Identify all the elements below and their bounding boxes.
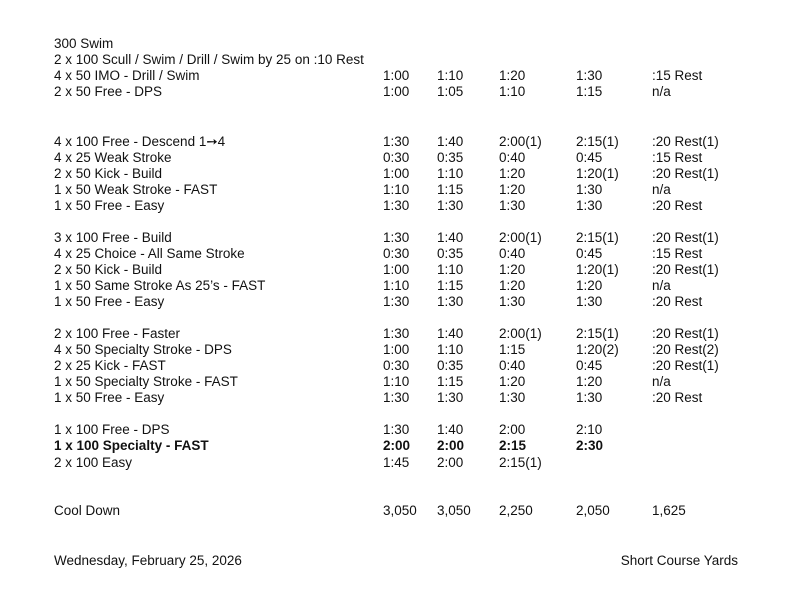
row-description: 2 x 50 Kick - Build — [54, 166, 163, 181]
row-description: 2 x 100 Easy — [54, 455, 133, 470]
interval-group-2: 1:10 — [437, 262, 464, 277]
interval-group-3: 2:00(1) — [499, 134, 542, 149]
row-description: 1 x 50 Free - Easy — [54, 390, 165, 405]
interval-group-2: 1:40 — [437, 422, 464, 437]
row-description: 4 x 25 Weak Stroke — [54, 150, 172, 165]
interval-group-2: 1:10 — [437, 68, 464, 83]
interval-group-2: 2:00 — [437, 455, 464, 470]
rest-note: n/a — [652, 374, 671, 389]
interval-group-3: 2:00(1) — [499, 326, 542, 341]
interval-group-1: 1:30 — [383, 230, 410, 245]
row-description: 4 x 50 Specialty Stroke - DPS — [54, 342, 232, 357]
interval-group-2: 0:35 — [437, 358, 464, 373]
interval-group-2: 1:30 — [437, 198, 464, 213]
rest-note: n/a — [652, 278, 671, 293]
workout-row — [0, 326, 792, 342]
interval-group-3: 2:15(1) — [499, 455, 542, 470]
interval-group-4: 1:20 — [576, 374, 603, 389]
interval-group-1: 1:30 — [383, 294, 410, 309]
workout-row — [0, 150, 792, 166]
total-group-3: 2,250 — [499, 503, 533, 518]
row-description: 2 x 100 Free - Faster — [54, 326, 181, 341]
interval-group-1: 1:00 — [383, 342, 410, 357]
interval-group-4: 0:45 — [576, 358, 603, 373]
workout-row — [0, 342, 792, 358]
rest-note: :20 Rest(2) — [652, 342, 719, 357]
row-description: 2 x 50 Kick - Build — [54, 262, 163, 277]
interval-group-4: 1:20 — [576, 278, 603, 293]
footer-date: Wednesday, February 25, 2026 — [54, 553, 242, 568]
interval-group-4: 2:15(1) — [576, 326, 619, 341]
interval-group-1: 0:30 — [383, 358, 410, 373]
rest-note: :15 Rest — [652, 150, 703, 165]
interval-group-2: 0:35 — [437, 246, 464, 261]
interval-group-4: 2:10 — [576, 422, 603, 437]
interval-group-1: 1:00 — [383, 68, 410, 83]
row-description: 300 Swim — [54, 36, 114, 51]
workout-row — [0, 198, 792, 214]
row-description: 2 x 25 Kick - FAST — [54, 358, 166, 373]
interval-group-2: 1:40 — [437, 230, 464, 245]
interval-group-2: 1:10 — [437, 342, 464, 357]
interval-group-3: 1:20 — [499, 182, 526, 197]
interval-group-2: 1:30 — [437, 390, 464, 405]
interval-group-2: 2:00 — [437, 438, 465, 453]
workout-row — [0, 230, 792, 246]
rest-note: :15 Rest — [652, 68, 703, 83]
row-description: 2 x 50 Free - DPS — [54, 84, 163, 99]
workout-row — [0, 134, 792, 150]
interval-group-3: 2:00(1) — [499, 230, 542, 245]
row-description: 1 x 100 Specialty - FAST — [54, 438, 209, 453]
interval-group-4: 1:30 — [576, 68, 603, 83]
rest-note: :20 Rest(1) — [652, 134, 719, 149]
rest-note: :20 Rest(1) — [652, 262, 719, 277]
interval-group-1: 1:10 — [383, 374, 410, 389]
rest-note: :15 Rest — [652, 246, 703, 261]
interval-group-4: 1:30 — [576, 182, 603, 197]
interval-group-3: 1:30 — [499, 294, 526, 309]
workout-row — [0, 374, 792, 390]
footer-course: Short Course Yards — [620, 553, 738, 568]
interval-group-4: 2:15(1) — [576, 134, 619, 149]
total-group-1: 3,050 — [383, 503, 417, 518]
row-description: 1 x 100 Free - DPS — [54, 422, 170, 437]
total-group-2: 3,050 — [437, 503, 471, 518]
interval-group-2: 1:15 — [437, 182, 464, 197]
workout-row — [0, 246, 792, 262]
rest-note: :20 Rest(1) — [652, 230, 719, 245]
interval-group-3: 1:20 — [499, 68, 526, 83]
interval-group-1: 1:30 — [383, 198, 410, 213]
interval-group-3: 1:10 — [499, 84, 526, 99]
total-group-4: 2,050 — [576, 503, 610, 518]
interval-group-1: 1:10 — [383, 278, 410, 293]
interval-group-3: 0:40 — [499, 150, 526, 165]
rest-note: :20 Rest(1) — [652, 358, 719, 373]
row-description: 4 x 25 Choice - All Same Stroke — [54, 246, 245, 261]
interval-group-1: 1:00 — [383, 262, 410, 277]
interval-group-3: 0:40 — [499, 358, 526, 373]
row-description: 1 x 50 Same Stroke As 25’s - FAST — [54, 278, 266, 293]
interval-group-3: 1:30 — [499, 390, 526, 405]
interval-group-1: 0:30 — [383, 150, 410, 165]
interval-group-1: 1:30 — [383, 326, 410, 341]
interval-group-3: 0:40 — [499, 246, 526, 261]
row-description: 1 x 50 Free - Easy — [54, 294, 165, 309]
interval-group-2: 1:30 — [437, 294, 464, 309]
row-description: 1 x 50 Specialty Stroke - FAST — [54, 374, 238, 389]
interval-group-1: 1:30 — [383, 390, 410, 405]
workout-row-highlighted — [0, 438, 792, 454]
interval-group-3: 1:20 — [499, 166, 526, 181]
interval-group-3: 1:20 — [499, 374, 526, 389]
workout-row — [0, 36, 792, 52]
interval-group-2: 1:40 — [437, 134, 464, 149]
workout-row — [0, 52, 792, 68]
workout-row — [0, 294, 792, 310]
interval-group-3: 1:15 — [499, 342, 526, 357]
row-description: 4 x 50 IMO - Drill / Swim — [54, 68, 200, 83]
total-group-5: 1,625 — [652, 503, 686, 518]
interval-group-2: 1:15 — [437, 374, 464, 389]
row-description: 4 x 100 Free - Descend 1➙4 — [54, 134, 226, 149]
workout-row — [0, 390, 792, 406]
rest-note: :20 Rest(1) — [652, 166, 719, 181]
interval-group-4: 0:45 — [576, 246, 603, 261]
interval-group-2: 0:35 — [437, 150, 464, 165]
interval-group-4: 2:30 — [576, 438, 604, 453]
interval-group-1: 1:10 — [383, 182, 410, 197]
interval-group-1: 1:00 — [383, 166, 410, 181]
totals-row — [0, 503, 792, 519]
interval-group-4: 0:45 — [576, 150, 603, 165]
interval-group-1: 1:00 — [383, 84, 410, 99]
interval-group-1: 0:30 — [383, 246, 410, 261]
workout-row — [0, 84, 792, 100]
rest-note: :20 Rest — [652, 294, 703, 309]
workout-row — [0, 182, 792, 198]
interval-group-1: 2:00 — [383, 438, 411, 453]
workout-row — [0, 422, 792, 438]
interval-group-4: 1:20(1) — [576, 262, 619, 277]
interval-group-4: 1:20(1) — [576, 166, 619, 181]
interval-group-3: 2:00 — [499, 422, 526, 437]
interval-group-4: 1:30 — [576, 294, 603, 309]
row-description: 2 x 100 Scull / Swim / Drill / Swim by 25 on :10 Rest — [54, 52, 364, 67]
rest-note: n/a — [652, 84, 671, 99]
workout-row — [0, 262, 792, 278]
rest-note: :20 Rest — [652, 198, 703, 213]
interval-group-2: 1:15 — [437, 278, 464, 293]
interval-group-4: 2:15(1) — [576, 230, 619, 245]
row-description: 1 x 50 Weak Stroke - FAST — [54, 182, 218, 197]
interval-group-3: 2:15 — [499, 438, 527, 453]
rest-note: :20 Rest(1) — [652, 326, 719, 341]
interval-group-3: 1:20 — [499, 262, 526, 277]
interval-group-2: 1:40 — [437, 326, 464, 341]
interval-group-2: 1:10 — [437, 166, 464, 181]
interval-group-3: 1:30 — [499, 198, 526, 213]
row-description: 1 x 50 Free - Easy — [54, 198, 165, 213]
interval-group-1: 1:45 — [383, 455, 410, 470]
interval-group-4: 1:30 — [576, 390, 603, 405]
row-description: Cool Down — [54, 503, 121, 518]
workout-row — [0, 68, 792, 84]
interval-group-4: 1:30 — [576, 198, 603, 213]
interval-group-1: 1:30 — [383, 422, 410, 437]
workout-row — [0, 278, 792, 294]
interval-group-3: 1:20 — [499, 278, 526, 293]
interval-group-1: 1:30 — [383, 134, 410, 149]
rest-note: n/a — [652, 182, 671, 197]
workout-row — [0, 358, 792, 374]
workout-row — [0, 166, 792, 182]
interval-group-4: 1:20(2) — [576, 342, 619, 357]
interval-group-2: 1:05 — [437, 84, 464, 99]
workout-row — [0, 455, 792, 471]
rest-note: :20 Rest — [652, 390, 703, 405]
interval-group-4: 1:15 — [576, 84, 603, 99]
row-description: 3 x 100 Free - Build — [54, 230, 172, 245]
